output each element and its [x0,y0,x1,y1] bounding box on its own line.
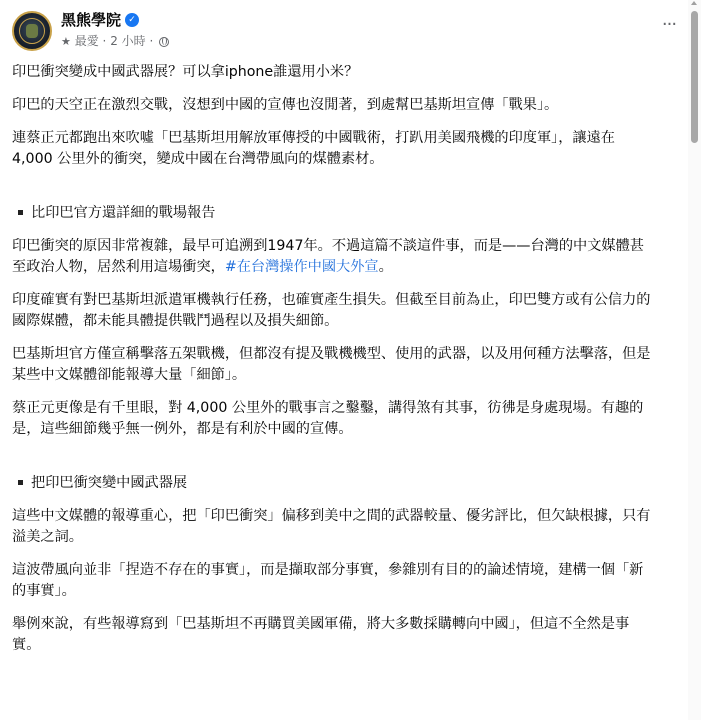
paragraph-4 [12,290,682,332]
post-time[interactable]: 2 小時 [110,34,146,48]
section-heading-1-text: 比印巴官方還詳細的戰場報告 [31,205,216,221]
paragraph-4-line-1: 印度確實有對巴基斯坦派遣軍機執行任務，也確實產生損失。但截至目前為止，印巴雙方或有公信力的 [12,292,651,308]
more-options-icon: ··· [661,14,677,35]
paragraph-8-line-1: 這波帶風向並非「捏造不存在的事實」，而是擷取部分事實，參雜別有目的的論述情境，建構一個「新 [12,562,644,578]
paragraph-6 [12,398,682,440]
post-body [12,62,682,656]
avatar-emblem [26,24,38,38]
paragraph-9 [12,614,682,656]
paragraph-6-line-1: 蔡正元更像是有千里眼，對 4,000 公里外的戰事言之鑿鑿，講得煞有其事，彷彿是身處現場。有趣的 [12,400,644,416]
paragraph-5 [12,344,682,386]
paragraph-8-line-2: 的事實」。 [12,583,76,599]
section-heading-2 [12,473,682,494]
paragraph-8 [12,560,682,602]
post-header [0,0,701,56]
avatar[interactable] [12,11,52,51]
paragraph-9-line-2: 實。 [12,637,41,653]
paragraph-7 [12,506,682,548]
post-meta [61,34,169,49]
scroll-up-arrow-icon[interactable] [691,1,697,5]
paragraph-7-line-1: 這些中文媒體的報導重心，把「印巴衝突」偏移到美中之間的武器較量、優劣評比，但欠缺根據，只有 [12,508,651,524]
verified-badge-icon: ✓ [125,13,139,27]
paragraph-4-line-2: 國際媒體，都未能具體提供戰鬥過程以及損失細節。 [12,313,339,329]
square-bullet-icon [18,480,23,485]
paragraph-1: 印巴的天空正在激烈交戰，沒想到中國的宣傳也沒閒著，到處幫巴基斯坦宣傳「戰果」。 [12,97,559,113]
paragraph-6-line-2: 是，這些細節幾乎無一例外，都是有利於中國的宣傳。 [12,421,353,437]
paragraph-2-line-1: 連蔡正元都跑出來吹噓「巴基斯坦用解放軍傳授的中國戰術，打趴用美國飛機的印度軍」，讓遠在 [12,130,615,146]
section-heading-2-text: 把印巴衝突變中國武器展 [31,475,188,491]
globe-icon[interactable] [159,37,169,47]
star-icon: ★ [61,35,71,48]
paragraph-5-line-1: 巴基斯坦官方僅宣稱擊落五架戰機，但都沒有提及戰機機型、使用的武器，以及用何種方法擊落，但是 [12,346,651,362]
paragraph-3 [12,236,682,278]
square-bullet-icon [18,210,23,215]
post-title-line: 印巴衝突變成中國武器展？可以拿iphone誰還用小米？ [12,64,359,80]
scrollbar[interactable] [688,0,701,720]
paragraph-2-line-2: 4,000 公里外的衝突，變成中國在台灣帶風向的煤體素材。 [12,151,384,167]
author-name[interactable]: 黑熊學院 [61,11,122,29]
more-options-button[interactable] [652,16,686,40]
section-heading-1 [12,203,682,224]
paragraph-2 [12,128,682,170]
scroll-thumb[interactable] [691,11,698,143]
paragraph-9-line-1: 舉例來說，有些報導寫到「巴基斯坦不再購買美國軍備，將大多數採購轉向中國」，但這不全然是事 [12,616,630,632]
paragraph-3-end: 。 [378,259,393,275]
paragraph-7-line-2: 溢美之詞。 [12,529,83,545]
hashtag-link[interactable]: #在台灣操作中國大外宣 [224,259,379,275]
audience-label[interactable]: 最愛 [74,34,99,48]
paragraph-3-line-1: 印巴衝突的原因非常複雜，最早可追溯到1947年。不過這篇不談這件事，而是——台灣的中文媒體甚 [12,238,644,254]
meta-separator: · [102,34,107,48]
meta-separator-2: · [149,34,154,48]
paragraph-3-line-2: 至政治人物，居然利用這場衝突， [12,259,225,275]
paragraph-5-line-2: 某些中文媒體卻能報導大量「細節」。 [12,367,247,383]
